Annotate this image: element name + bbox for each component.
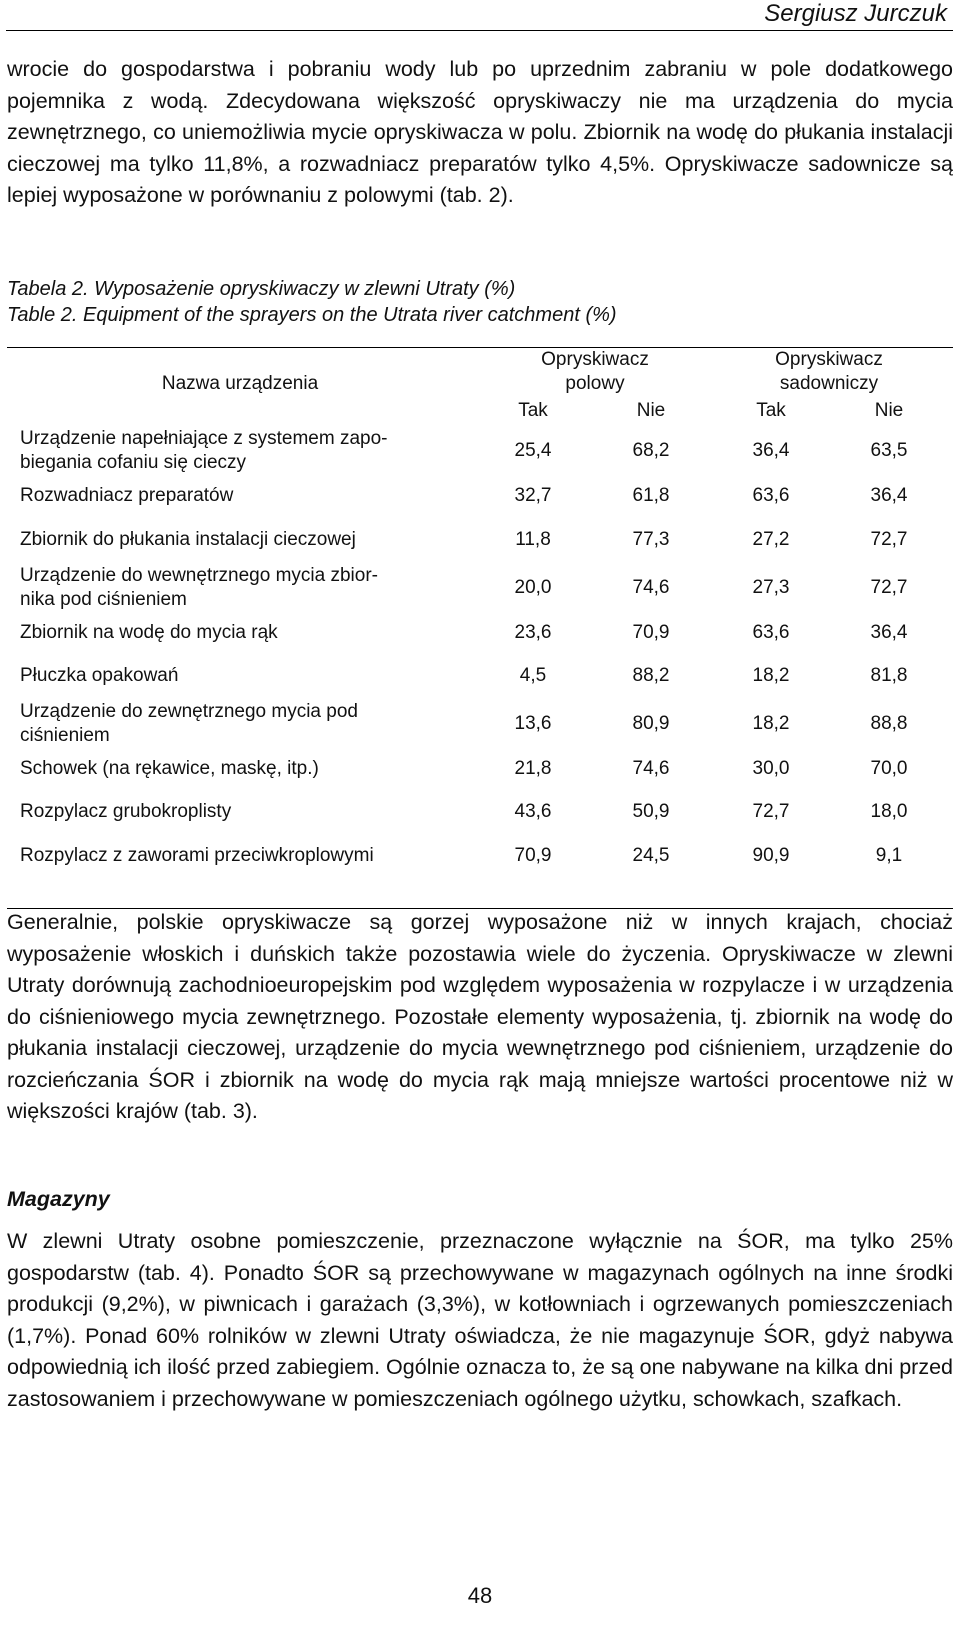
cell-field-yes: 70,9 (514, 845, 552, 866)
cell-orchard-no: 72,7 (870, 577, 908, 598)
row-name: Zbiornik do płukania instalacji cieczowej (20, 529, 356, 550)
cell-orchard-yes: 27,3 (752, 577, 790, 598)
row-name (20, 427, 440, 475)
cell-orchard-yes: 30,0 (752, 758, 790, 779)
cell-field-yes: 20,0 (514, 577, 552, 598)
cell-field-no: 24,5 (632, 845, 670, 866)
cell-orchard-no: 36,4 (870, 485, 908, 506)
subheader-nie-field: Nie (636, 400, 666, 421)
column-group-field (495, 348, 695, 396)
cell-orchard-no: 9,1 (875, 845, 903, 866)
row-name-line: Urządzenie napełniające z systemem zapo- (20, 428, 388, 449)
cell-orchard-no: 72,7 (870, 529, 908, 550)
header-author: Sergiusz Jurczuk (764, 0, 947, 27)
row-name: Płuczka opakowań (20, 665, 179, 686)
cell-orchard-no: 63,5 (870, 440, 908, 461)
cell-field-yes: 13,6 (514, 713, 552, 734)
cell-field-no: 50,9 (632, 801, 670, 822)
cell-orchard-no: 88,8 (870, 713, 908, 734)
body-paragraph-3: W zlewni Utraty osobne pomieszczenie, przeznaczone wyłącznie na ŚOR, ma tylko 25% gospodarstw (tab. 4). Ponadto ŚOR są przechowywane w magazynach ogólnych na inne środki produkcji (9,2%), w piwnicach i garażach (3,3%), w kotłowniach i ogrzewanych pomieszczeniach (1,7%). Ponad 60% rolników w zlewni Utraty oświadcza, że nie magazynuje ŚOR, gdyż nabywa odpowiednią ich ilość przed zabiegiem. Ogólnie oznacza to, że są one nabywane na kilka dni przed zastosowaniem i przechowywane w pomieszczeniach ogólnego użytku, schowkach, szafkach. (7, 1229, 953, 1411)
row-name (20, 700, 440, 748)
row-name (20, 564, 440, 612)
cell-field-yes: 23,6 (514, 622, 552, 643)
row-name: Rozwadniacz preparatów (20, 485, 234, 506)
cell-orchard-no: 18,0 (870, 801, 908, 822)
subheader-tak-orchard: Tak (756, 400, 786, 421)
row-name: Rozpylacz grubokroplisty (20, 801, 232, 822)
cell-orchard-yes: 36,4 (752, 440, 790, 461)
body-paragraph-2: Generalnie, polskie opryskiwacze są gorzej wyposażone niż w innych krajach, chociaż wyposażenie włoskich i duńskich także pozostawia wiele do życzenia. Opryskiwacze w zlewni Utraty dorównują zachodnioeuropejskim pod względem wyposażenia w rozpylacze i w urządzenia do ciśnieniowego mycia zewnętrznego. Pozostałe elementy wyposażenia, tj. zbiornik na wodę do płukania instalacji cieczowej, urządzenie do mycia wewnętrznego pod ciśnieniem, urządzenie do rozcieńczania ŚOR i zbiornik na wodę do mycia rąk mają mniejsze wartości procentowe niż w większości krajów (tab. 3). (7, 910, 953, 1123)
row-name-line: nika pod ciśnieniem (20, 589, 187, 610)
cell-field-no: 70,9 (632, 622, 670, 643)
column-group-field-line2: polowy (565, 373, 625, 394)
table-caption-pl: Tabela 2. Wyposażenie opryskiwaczy w zlewni Utraty (%) (7, 278, 516, 300)
cell-field-no: 68,2 (632, 440, 670, 461)
row-name: Schowek (na rękawice, maskę, itp.) (20, 758, 319, 779)
section-title: Magazyny (7, 1187, 110, 1211)
cell-field-yes: 21,8 (514, 758, 552, 779)
row-name-line: ciśnieniem (20, 725, 110, 746)
column-group-orchard (729, 348, 929, 396)
column-group-field-line1: Opryskiwacz (541, 349, 649, 370)
row-name-line: Urządzenie do zewnętrznego mycia pod (20, 701, 358, 722)
cell-orchard-yes: 63,6 (752, 622, 790, 643)
row-name: Zbiornik na wodę do mycia rąk (20, 622, 278, 643)
cell-orchard-no: 81,8 (870, 665, 908, 686)
table-caption-en: Table 2. Equipment of the sprayers on the Utrata river catchment (%) (7, 304, 617, 326)
cell-field-yes: 43,6 (514, 801, 552, 822)
page-number: 48 (467, 1583, 493, 1608)
cell-field-no: 74,6 (632, 758, 670, 779)
equipment-table (7, 347, 953, 909)
column-header-name: Nazwa urządzenia (161, 373, 319, 394)
cell-orchard-yes: 72,7 (752, 801, 790, 822)
cell-field-no: 61,8 (632, 485, 670, 506)
cell-orchard-yes: 18,2 (752, 713, 790, 734)
row-name: Rozpylacz z zaworami przeciwkroplowymi (20, 845, 374, 866)
body-paragraph-1: wrocie do gospodarstwa i pobraniu wody lub po uprzednim zabraniu w pole dodatkowego pojemnika z wodą. Zdecydowana większość opryskiwaczy nie ma urządzenia do mycia zewnętrznego, co uniemożliwia mycie opryskiwacza w polu. Zbiornik na wodę do płukania instalacji cieczowej ma tylko 11,8%, a rozwadniacz preparatów tylko 4,5%. Opryskiwacze sadownicze są lepiej wyposażone w porównaniu z polowymi (tab. 2). (7, 57, 953, 207)
cell-field-no: 77,3 (632, 529, 670, 550)
cell-field-yes: 32,7 (514, 485, 552, 506)
row-name-line: Urządzenie do wewnętrznego mycia zbior- (20, 565, 378, 586)
cell-field-no: 74,6 (632, 577, 670, 598)
subheader-tak-field: Tak (518, 400, 548, 421)
cell-field-no: 80,9 (632, 713, 670, 734)
column-group-orchard-line2: sadowniczy (779, 373, 879, 394)
cell-orchard-yes: 27,2 (752, 529, 790, 550)
running-header (6, 0, 953, 31)
cell-orchard-yes: 90,9 (752, 845, 790, 866)
subheader-nie-orchard: Nie (874, 400, 904, 421)
cell-field-yes: 11,8 (515, 529, 551, 550)
cell-orchard-yes: 18,2 (752, 665, 790, 686)
cell-orchard-no: 70,0 (870, 758, 908, 779)
cell-orchard-yes: 63,6 (752, 485, 790, 506)
column-group-orchard-line1: Opryskiwacz (775, 349, 883, 370)
cell-field-yes: 25,4 (514, 440, 552, 461)
row-name-line: biegania cofaniu się cieczy (20, 452, 247, 473)
cell-orchard-no: 36,4 (870, 622, 908, 643)
cell-field-no: 88,2 (632, 665, 670, 686)
cell-field-yes: 4,5 (519, 665, 547, 686)
